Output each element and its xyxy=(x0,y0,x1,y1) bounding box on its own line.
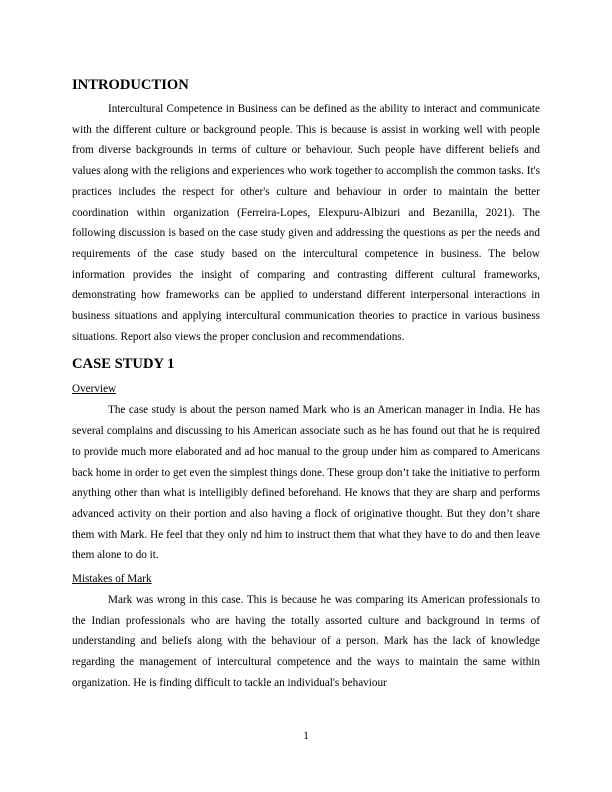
overview-paragraph: The case study is about the person named Mark who is an American manager in India. He has several complains and discussing to his American associate such as he has found out that he is required to provide much more elaborated and ad hoc manual to the group under him as compared to Americans back home in order to get even the simplest things done. These group don’t take the initiative to perform anything other than what is intelligibly defined beforehand. He knows that they are sharp and performs advanced activity on their portion and also having a flock of originative thought. But they don’t share them with Mark. He feel that they only nd him to instruct them that what they have to do and then leave them alone to do it. xyxy=(72,404,540,562)
introduction-paragraph: Intercultural Competence in Business can be defined as the ability to interact and communicate with the different culture or background people. This is because is assist in working well with people from diverse backgrounds in terms of culture or behaviour. Such people have different beliefs and values along with the religions and experiences who work together to accomplish the common tasks. It's practices includes the respect for other's culture and behaviour in order to maintain the better coordination within organization (Ferreira-Lopes, Elexpuru-Albizuri and Bezanilla, 2021). The following discussion is based on the case study given and addressing the questions as per the needs and requirements of the case study based on the intercultural competence in business. The below information provides the insight of comparing and contrasting different cultural frameworks, demonstrating how frameworks can be applied to understand different interpersonal interactions in business situations and applying intercultural communication theories to practice in various business situations. Report also views the proper conclusion and recommendations. xyxy=(72,103,540,343)
page-number: 1 xyxy=(303,730,309,742)
overview-subheading: Overview xyxy=(72,383,117,396)
introduction-heading: INTRODUCTION xyxy=(72,77,189,93)
document-page xyxy=(72,76,540,694)
case-study-1-heading: CASE STUDY 1 xyxy=(72,356,175,373)
mistakes-subheading: Mistakes of Mark xyxy=(72,573,152,586)
mistakes-paragraph: Mark was wrong in this case. This is because he was comparing its American professionals to the Indian professionals who are having the totally assorted culture and background in terms of understanding and beliefs along with the behaviour of a person. Mark has the lack of knowledge regarding the management of intercultural competence and the ways to maintain the same within organization. He is finding difficult to tackle an individual's behaviour xyxy=(72,594,540,689)
